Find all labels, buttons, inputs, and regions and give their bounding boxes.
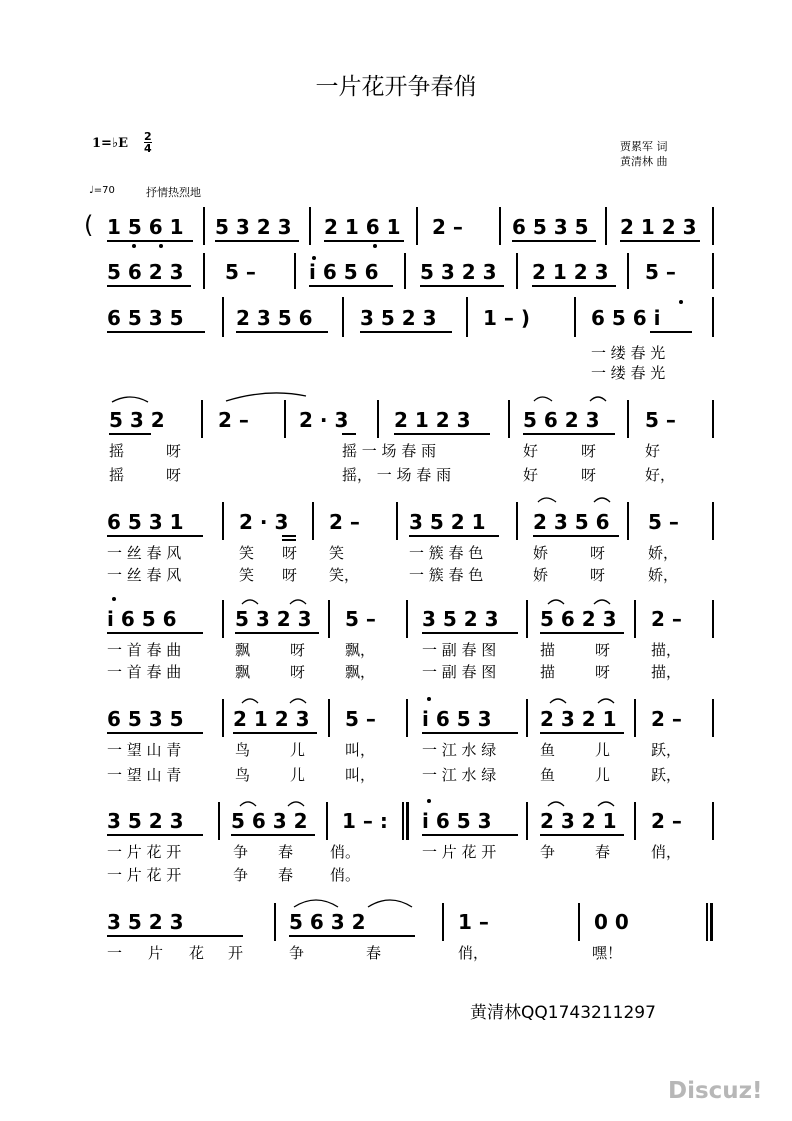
underline xyxy=(233,732,317,734)
repeat-barline xyxy=(406,802,409,840)
lyric: 花 xyxy=(189,944,205,962)
measure: 3 5 2 3 xyxy=(107,809,184,833)
lyric: 春 xyxy=(366,944,382,962)
underline xyxy=(109,433,151,435)
lyric: 好 xyxy=(645,442,661,460)
lyric-line-2: 一 缕 春 光 xyxy=(591,364,666,382)
lyric: 争 xyxy=(289,944,305,962)
lyric: 飘， xyxy=(345,663,376,681)
measure: 1 – : xyxy=(342,809,388,833)
lyric: 争 xyxy=(233,866,249,884)
lyric: 鱼 xyxy=(540,741,556,759)
lyric: 鱼 xyxy=(540,766,556,784)
song-title: 一片花开争春俏 xyxy=(315,74,477,100)
barline xyxy=(712,400,714,438)
slur xyxy=(240,802,256,806)
lyric: 一 xyxy=(107,944,123,962)
lyric: 娇， xyxy=(648,544,679,562)
underline xyxy=(540,834,624,836)
measure: 6 5 3 5 xyxy=(107,707,184,731)
lyric: 摇 xyxy=(109,442,125,460)
barline xyxy=(516,502,518,540)
barline xyxy=(222,600,224,638)
lyric: 一 望 山 青 xyxy=(107,741,182,759)
measure: 1 – xyxy=(458,910,489,934)
underline xyxy=(422,732,518,734)
lyric: 叫， xyxy=(345,741,376,759)
slur xyxy=(590,397,606,401)
lyric: 描 xyxy=(540,663,556,681)
lyric: 一 片 花 开 xyxy=(107,866,182,884)
lyric: 一 副 春 图 xyxy=(422,663,497,681)
underline xyxy=(107,732,203,734)
underline xyxy=(231,834,315,836)
lyric: 呀 xyxy=(166,466,182,484)
underline xyxy=(107,535,203,537)
lyric: 一 首 春 曲 xyxy=(107,663,182,681)
measure: 2 1 2 3 xyxy=(233,707,310,731)
underline xyxy=(540,732,624,734)
lyric: 描， xyxy=(651,663,682,681)
lyric: 春 xyxy=(278,843,294,861)
slur xyxy=(548,600,564,604)
lyric: 呀 xyxy=(166,442,182,460)
lyric: 一 片 花 开 xyxy=(107,843,182,861)
lyric: 跃， xyxy=(651,741,682,759)
underline xyxy=(282,539,296,541)
slur xyxy=(290,600,306,604)
barline xyxy=(406,600,408,638)
barline xyxy=(328,699,330,737)
lyric: 摇 xyxy=(109,466,125,484)
barline xyxy=(201,400,203,438)
lyric: 一 首 春 曲 xyxy=(107,641,182,659)
measure: 5 3 2 xyxy=(109,408,165,432)
lyric: 一 簇 春 色 xyxy=(409,566,484,584)
tie xyxy=(226,393,306,401)
underline xyxy=(540,632,624,634)
slur xyxy=(242,699,258,703)
lyric: 叫， xyxy=(345,766,376,784)
slur xyxy=(548,802,564,806)
barline xyxy=(634,699,636,737)
time-denominator: 4 xyxy=(144,142,152,155)
measure: 0 0 xyxy=(594,910,629,934)
credit-text: 黄清林QQ1743211297 xyxy=(470,1003,656,1023)
lyric: 嘿！ xyxy=(592,944,623,962)
measure: 2 3 2 1 xyxy=(540,809,617,833)
lyric: 一 丝 春 风 xyxy=(107,544,182,562)
barline xyxy=(634,600,636,638)
measure: 2 – xyxy=(329,510,360,534)
lyric: 呀 xyxy=(595,641,611,659)
lyric: 飘， xyxy=(345,641,376,659)
barline xyxy=(377,400,379,438)
expression-mark: 抒情热烈地 xyxy=(146,186,201,199)
slur xyxy=(534,397,552,401)
lyric: 俏。 xyxy=(330,843,361,861)
lyric: 笑 xyxy=(239,544,255,562)
barline xyxy=(222,502,224,540)
measure: 2 1 2 3 xyxy=(620,215,697,239)
lyricist-credit: 贾累军 词 xyxy=(620,140,668,153)
lyric: 摇 一 场 春 雨 xyxy=(342,442,437,460)
lyric: 一 丝 春 风 xyxy=(107,566,182,584)
lyric: 儿 xyxy=(595,741,611,759)
lyric: 儿 xyxy=(595,766,611,784)
lyric: 鸟 xyxy=(235,766,251,784)
slur xyxy=(538,498,556,502)
lyric-line-1: 一 缕 春 光 xyxy=(591,344,666,362)
lyric: 儿 xyxy=(290,741,306,759)
barline xyxy=(526,699,528,737)
measure: 3 5 2 1 xyxy=(409,510,486,534)
lyric: 好 xyxy=(523,466,539,484)
underline xyxy=(107,632,203,634)
open-paren: ( xyxy=(84,211,94,239)
barline xyxy=(396,502,398,540)
lyric: 俏。 xyxy=(330,866,361,884)
underline xyxy=(533,535,619,537)
barline xyxy=(712,600,714,638)
barline xyxy=(406,699,408,737)
octave-dot-high xyxy=(427,799,431,803)
measure: 5 6 2 3 xyxy=(540,607,617,631)
measure: 1 – ) xyxy=(483,306,530,330)
tempo-mark: ♩=70 xyxy=(89,185,115,196)
measure: 3 5 2 3 xyxy=(360,306,437,330)
lyric: 飘 xyxy=(235,641,251,659)
lyric: 一 副 春 图 xyxy=(422,641,497,659)
lyric: 呀 xyxy=(581,466,597,484)
lyric: 片 xyxy=(148,944,164,962)
underline xyxy=(394,433,490,435)
lyric: 一 望 山 青 xyxy=(107,766,182,784)
underline xyxy=(342,433,356,435)
final-barline xyxy=(710,903,713,941)
measure: 2 · 3 xyxy=(299,408,349,432)
barline xyxy=(712,502,714,540)
slur xyxy=(288,802,304,806)
slur xyxy=(368,900,412,907)
measure: 2 3 2 1 xyxy=(540,707,617,731)
measure: 2 3 5 6 xyxy=(236,306,313,330)
measure: 6 5 3 5 xyxy=(512,215,589,239)
slur xyxy=(294,900,338,907)
lyric: 春 xyxy=(278,866,294,884)
lyric: 开 xyxy=(228,944,244,962)
measure: 5 3 2 3 xyxy=(215,215,292,239)
octave-dot-high xyxy=(112,597,116,601)
lyric: 儿 xyxy=(290,766,306,784)
slur xyxy=(290,699,306,703)
lyric: 描， xyxy=(651,641,682,659)
lyric: 笑， xyxy=(329,566,360,584)
lyric: 争 xyxy=(540,843,556,861)
measure: 5 6 2 3 xyxy=(523,408,600,432)
lyric: 呀 xyxy=(290,663,306,681)
lyric: 一 簇 春 色 xyxy=(409,544,484,562)
barline xyxy=(712,699,714,737)
lyric: 呀 xyxy=(590,544,606,562)
slur xyxy=(112,397,148,402)
watermark-logo: Discuz! xyxy=(668,1078,763,1104)
final-barline xyxy=(706,903,708,941)
barline xyxy=(326,802,328,840)
measure: 2 1 6 1 xyxy=(324,215,401,239)
underline xyxy=(523,433,615,435)
measure: 2 – xyxy=(651,707,682,731)
measure: 1 5 6 1 xyxy=(107,215,184,239)
underline xyxy=(107,834,203,836)
lyric: 摇， 一 场 春 雨 xyxy=(342,466,452,484)
lyric: 呀 xyxy=(282,566,298,584)
barline xyxy=(526,802,528,840)
measure: 3 5 2 3 xyxy=(107,910,184,934)
measure: 5 – xyxy=(225,260,256,284)
underline xyxy=(289,935,415,937)
barline xyxy=(634,802,636,840)
underline xyxy=(409,535,499,537)
barline xyxy=(222,699,224,737)
barline xyxy=(274,903,276,941)
octave-dot-high xyxy=(427,697,431,701)
barline xyxy=(578,903,580,941)
lyric: 俏， xyxy=(651,843,682,861)
lyric: 娇 xyxy=(533,566,549,584)
measure: 5 3 2 3 xyxy=(235,607,312,631)
measure: 5 – xyxy=(645,408,676,432)
lyric: 飘 xyxy=(235,663,251,681)
barline xyxy=(526,600,528,638)
measure: 5 6 3 2 xyxy=(231,809,308,833)
lyric: 好 xyxy=(523,442,539,460)
measure: 5 – xyxy=(345,707,376,731)
measure: 6 5 3 5 xyxy=(107,306,184,330)
measure: 5 6 3 2 xyxy=(289,910,366,934)
measure: i 6 5 6 xyxy=(309,260,379,284)
barline xyxy=(328,600,330,638)
measure: 6 5 6 i xyxy=(591,306,661,330)
lyric: 呀 xyxy=(290,641,306,659)
measure: i 6 5 3 xyxy=(422,809,492,833)
slur xyxy=(594,498,610,502)
lyric: 一 江 水 绿 xyxy=(422,741,497,759)
barline xyxy=(712,802,714,840)
underline xyxy=(422,834,518,836)
underline xyxy=(422,632,518,634)
measure: i 6 5 3 xyxy=(422,707,492,731)
lyric: 春 xyxy=(595,843,611,861)
barline xyxy=(284,400,286,438)
underline xyxy=(282,535,296,537)
measure: 3 5 2 3 xyxy=(422,607,499,631)
time-numerator: 2 xyxy=(144,130,152,143)
repeat-barline xyxy=(402,802,404,840)
measure: 5 – xyxy=(645,260,676,284)
barline xyxy=(627,400,629,438)
slur xyxy=(598,699,614,703)
measure: 5 – xyxy=(345,607,376,631)
underline xyxy=(235,632,319,634)
lyric: 一 片 花 开 xyxy=(422,843,497,861)
measure: 2 – xyxy=(218,408,249,432)
underline xyxy=(107,935,243,937)
barline xyxy=(627,502,629,540)
measure: 5 6 2 3 xyxy=(107,260,184,284)
lyric: 争 xyxy=(233,843,249,861)
measure: 5 3 2 3 xyxy=(420,260,497,284)
lyric: 娇 xyxy=(533,544,549,562)
barline xyxy=(508,400,510,438)
lyric: 娇， xyxy=(648,566,679,584)
measure: 2 3 5 6 xyxy=(533,510,610,534)
composer-credit: 黄清林 曲 xyxy=(620,155,668,168)
slur xyxy=(550,699,566,703)
lyric: 呀 xyxy=(595,663,611,681)
slur xyxy=(594,600,610,604)
measure: 2 – xyxy=(651,809,682,833)
slur xyxy=(242,600,258,604)
measure: 2 · 3 xyxy=(239,510,289,534)
key-signature: 1=♭E xyxy=(92,136,128,151)
lyric: 描 xyxy=(540,641,556,659)
lyric: 俏， xyxy=(458,944,489,962)
lyric: 笑 xyxy=(329,544,345,562)
lyric: 笑 xyxy=(239,566,255,584)
barline xyxy=(218,802,220,840)
measure: 2 – xyxy=(651,607,682,631)
lyric: 好， xyxy=(645,466,676,484)
measure: 5 – xyxy=(648,510,679,534)
lyric: 鸟 xyxy=(235,741,251,759)
lyric: 呀 xyxy=(590,566,606,584)
measure: 2 – xyxy=(432,215,463,239)
measure: 2 1 2 3 xyxy=(394,408,471,432)
barline xyxy=(312,502,314,540)
lyric: 呀 xyxy=(282,544,298,562)
slur xyxy=(598,802,614,806)
measure: i 6 5 6 xyxy=(107,607,177,631)
lyric: 跃， xyxy=(651,766,682,784)
measure: 2 1 2 3 xyxy=(532,260,609,284)
barline xyxy=(442,903,444,941)
measure: 6 5 3 1 xyxy=(107,510,184,534)
lyric: 呀 xyxy=(581,442,597,460)
lyric: 一 江 水 绿 xyxy=(422,766,497,784)
